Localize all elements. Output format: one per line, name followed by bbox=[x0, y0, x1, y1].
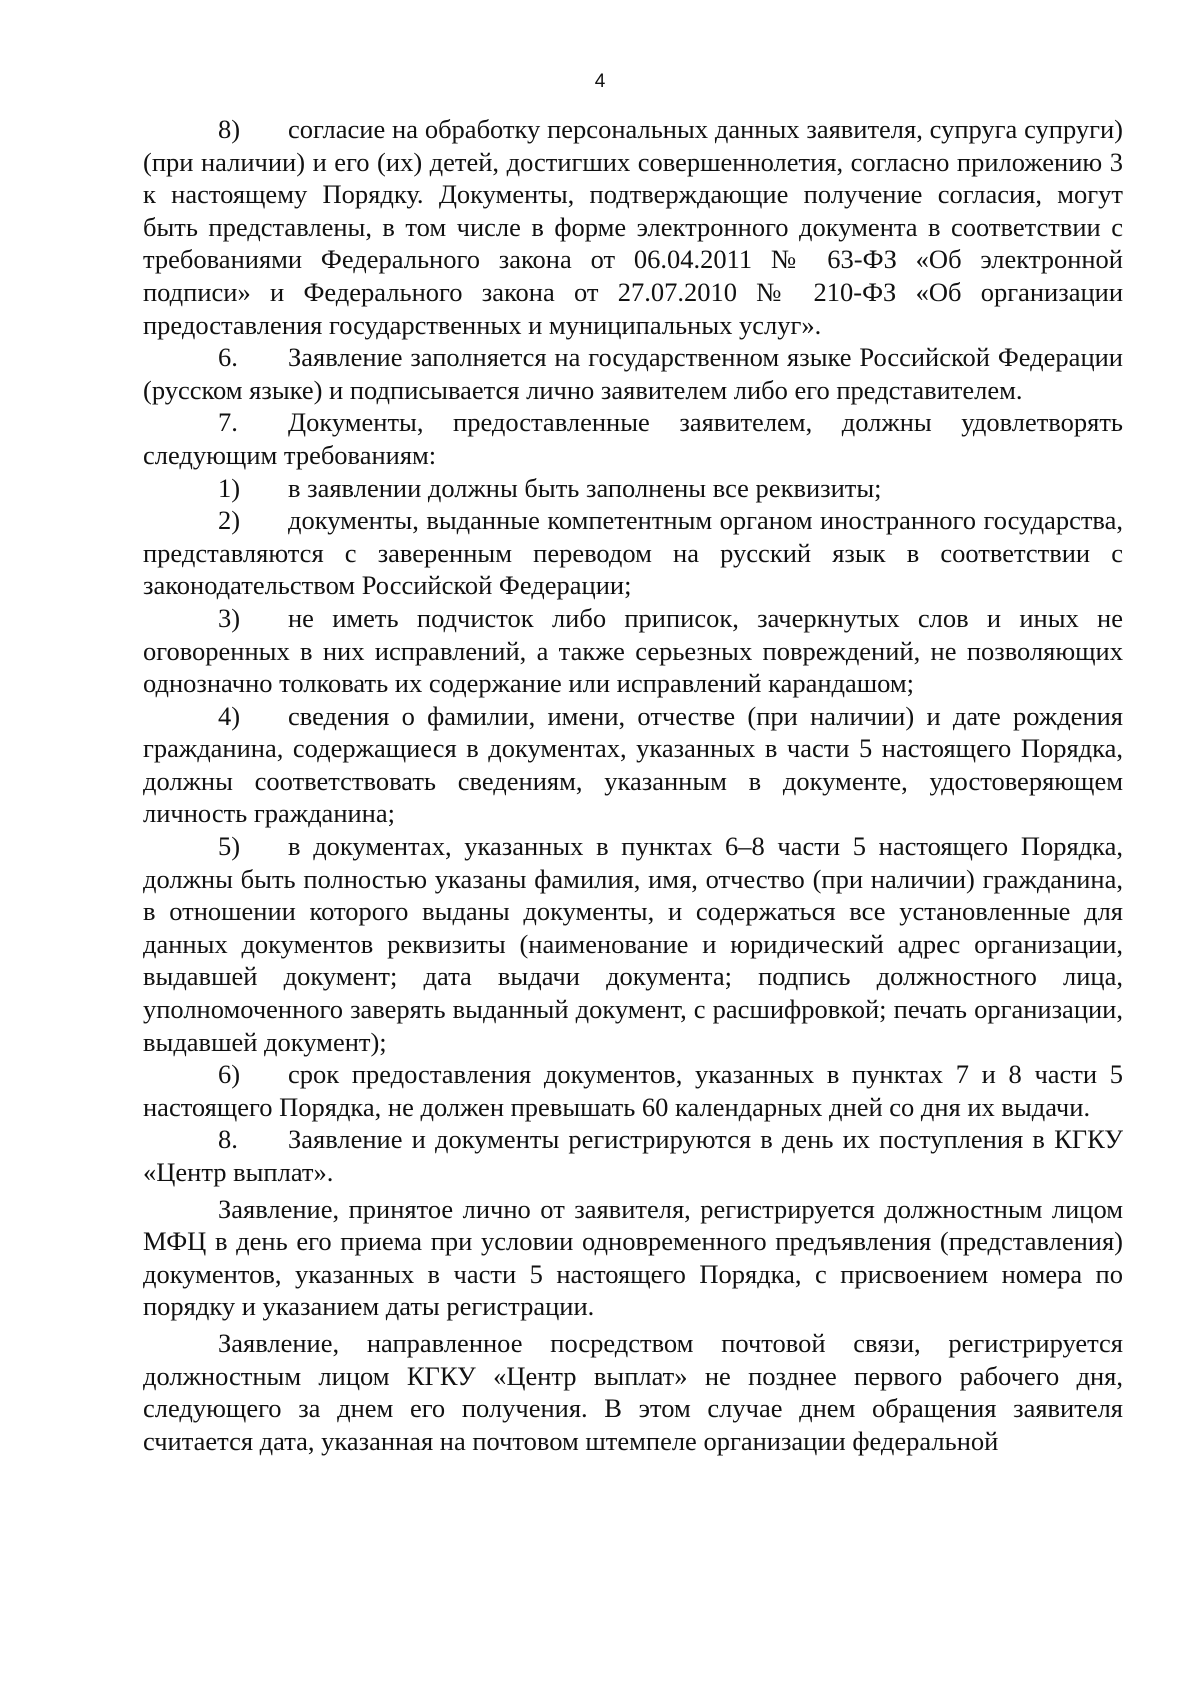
item-text: Заявление и документы регистрируются в день их поступления в КГКУ «Центр выплат». bbox=[143, 1124, 1123, 1187]
paragraph-personal-registration bbox=[143, 1193, 1123, 1323]
item-number: 8) bbox=[218, 114, 241, 144]
item-number: 5) bbox=[218, 831, 241, 862]
paragraph-postal-registration bbox=[143, 1327, 1123, 1457]
item-number: 6) bbox=[218, 1059, 241, 1090]
document-body bbox=[143, 113, 1123, 1457]
item-text: Документы, предоставленные заявителем, должны удовлетворять следующим требованиям: bbox=[143, 407, 1123, 470]
paragraph-section-8 bbox=[143, 1123, 1123, 1188]
paragraph-section-6 bbox=[143, 341, 1123, 406]
paragraph-item-4 bbox=[143, 700, 1123, 830]
item-number: 6. bbox=[218, 342, 238, 373]
paragraph-item-6 bbox=[143, 1058, 1123, 1123]
paragraph-item-1 bbox=[143, 472, 1123, 505]
item-text: сведения о фамилии, имени, отчестве (при наличии) и дате рождения гражданина, содержащиеся в документах, указанных в части 5 настоящего Порядка, должны соответствовать сведениям, указанным в документе, удостоверяющем личность гражданина; bbox=[143, 700, 1123, 829]
item-text: Заявление, направленное посредством почтовой связи, регистрируется должностным лицом КГКУ «Центр выплат» не позднее первого рабочего дня, следующего за днем его получения. В этом случае днем обращения заявителя считается дата, указанная на почтовом штемпеле организации федеральной bbox=[143, 1327, 1123, 1456]
paragraph-section-7 bbox=[143, 406, 1123, 471]
item-text: срок предоставления документов, указанных в пунктах 7 и 8 части 5 настоящего Порядка, не должен превышать 60 календарных дней со дня их выдачи. bbox=[143, 1059, 1123, 1122]
page-number: 4 bbox=[594, 71, 606, 92]
item-text: Заявление заполняется на государственном языке Российской Федерации (русском языке) и подписывается лично заявителем либо его представителем. bbox=[143, 342, 1123, 405]
item-text: в документах, указанных в пунктах 6–8 части 5 настоящего Порядка, должны быть полностью указаны фамилия, имя, отчество (при наличии) гражданина, в отношении которого выданы документы, и содержаться все установленные для данных документов реквизиты (наименование и юридический адрес организации, выдавшей документ; дата выдачи документа; подпись должностного лица, уполномоченного заверять выданный документ, с расшифровкой; печать организации, выдавшей документ); bbox=[143, 831, 1123, 1057]
item-text: согласие на обработку персональных данных заявителя, супруга супруги) (при наличии) и его (их) детей, достигших совершеннолетия, согласно приложению 3 к настоящему Порядку. Документы, подтверждающие получение согласия, могут быть представлены, в том числе в форме электронного документа в соответствии с требованиями Федерального закона от 06.04.2011 № 63-ФЗ «Об электронной подписи» и Федерального закона от 27.07.2010 № 210-ФЗ «Об организации предоставления государственных и муниципальных услуг». bbox=[143, 114, 1123, 340]
paragraph-item-5 bbox=[143, 830, 1123, 1058]
item-number: 7. bbox=[218, 407, 238, 438]
item-number: 3) bbox=[218, 602, 241, 633]
item-number: 1) bbox=[218, 472, 241, 503]
item-number: 2) bbox=[218, 505, 241, 536]
item-number: 8. bbox=[218, 1124, 238, 1155]
item-text: в заявлении должны быть заполнены все реквизиты; bbox=[288, 472, 882, 503]
paragraph-item-2 bbox=[143, 504, 1123, 602]
item-number: 4) bbox=[218, 700, 241, 731]
paragraph-item-3 bbox=[143, 602, 1123, 700]
paragraph-item-8 bbox=[143, 113, 1123, 341]
item-text: документы, выданные компетентным органом иностранного государства, представляются с заверенным переводом на русский язык в соответствии с законодательством Российской Федерации; bbox=[143, 505, 1123, 601]
item-text: Заявление, принятое лично от заявителя, регистрируется должностным лицом МФЦ в день его приема при условии одновременного предъявления (представления) документов, указанных в части 5 настоящего Порядка, с присвоением номера по порядку и указанием даты регистрации. bbox=[143, 1193, 1123, 1322]
item-text: не иметь подчисток либо приписок, зачеркнутых слов и иных не оговоренных в них исправлений, а также серьезных повреждений, не позволяющих однозначно толковать их содержание или исправлений карандашом; bbox=[143, 602, 1123, 699]
